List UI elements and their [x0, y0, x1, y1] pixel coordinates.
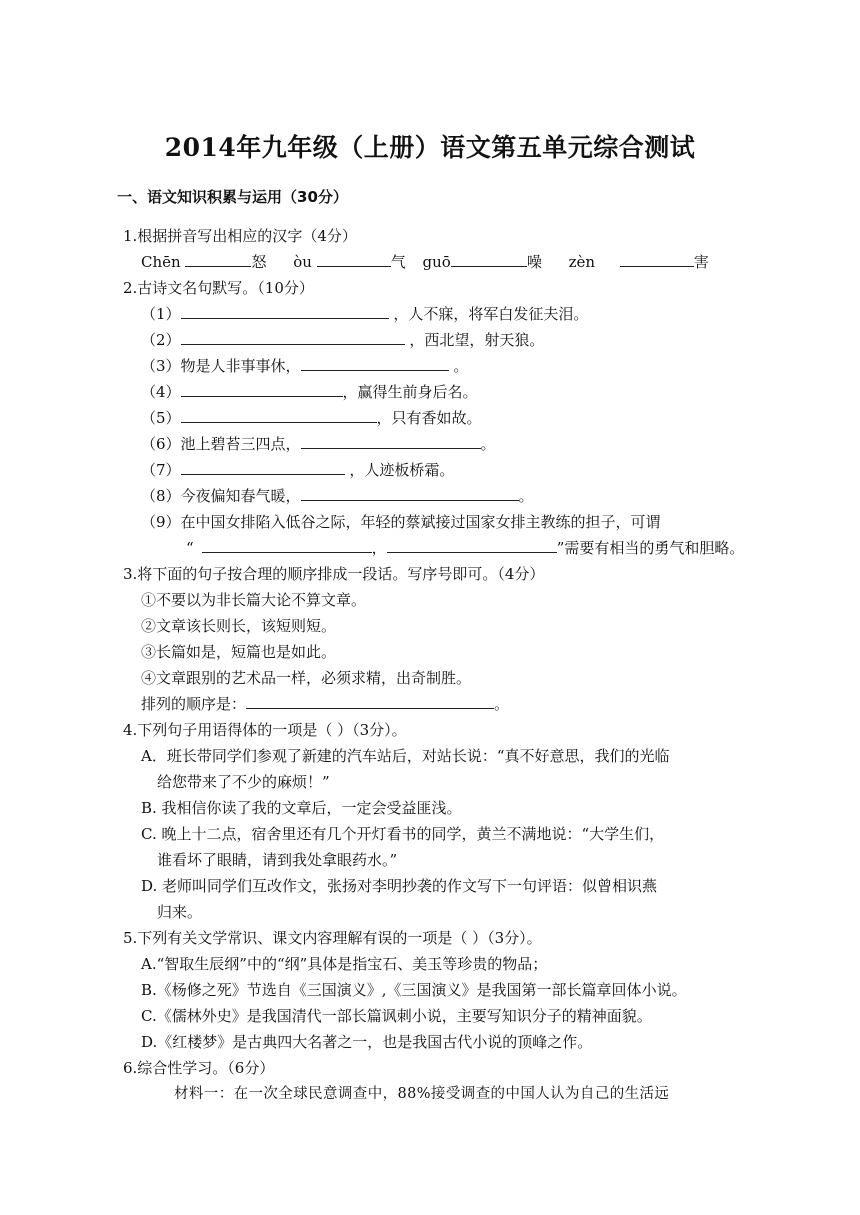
answer-blank[interactable]: [317, 252, 391, 267]
order-answer-row: [141, 694, 509, 714]
question-6-stem: 6.综合性学习。（6分）: [123, 1059, 275, 1077]
answer-blank[interactable]: [301, 434, 481, 449]
line-end: 。: [480, 435, 496, 453]
answer-blank[interactable]: [246, 694, 494, 709]
option-a-continued: 给您带来了不少的麻烦！”: [157, 773, 330, 791]
answer-label: 排列的顺序是：: [141, 695, 247, 713]
sentence-3: ③长篇如是，短篇也是如此。: [141, 643, 337, 661]
poem-line-3: [141, 356, 468, 376]
line-end: 。: [453, 357, 469, 375]
line-text: ，西北望，射天狼。: [409, 331, 545, 349]
open-quote: “: [186, 539, 194, 557]
question-3-stem: 3.将下面的句子按合理的顺序排成一段话。写序号即可。（4分）: [123, 565, 545, 583]
char-2: 气: [390, 253, 406, 271]
section-heading: 一、语文知识积累与运用（30分）: [117, 188, 348, 206]
line-text: （8）今夜偏知春气暖，: [141, 487, 301, 505]
option-a: A.“智取生辰纲”中的“纲”具体是指宝石、美玉等珍贵的物品；: [141, 955, 548, 973]
pinyin-3: guō: [422, 253, 451, 271]
sentence-2: ②文章该长则长，该短则短。: [141, 617, 337, 635]
answer-blank[interactable]: [301, 356, 449, 371]
line-text: ，只有香如故。: [376, 409, 482, 427]
sentence-4: ④文章跟别的艺术品一样，必须求精，出奇制胜。: [141, 669, 472, 687]
pinyin-2: òu: [293, 253, 312, 271]
poem-line-4: [141, 382, 478, 402]
line-text: （6）池上碧苔三四点，: [141, 435, 301, 453]
answer-blank[interactable]: [181, 382, 343, 397]
line-text: ，人迹板桥霜。: [349, 461, 455, 479]
answer-blank[interactable]: [185, 252, 251, 267]
char-4: 害: [693, 253, 709, 271]
question-4-stem: 4.下列句子用语得体的一项是（ ）（3分）。: [123, 721, 407, 739]
char-3: 噪: [526, 253, 542, 271]
line-number: （7）: [141, 461, 181, 479]
material-1: 材料一：在一次全球民意调查中，88%接受调查的中国人认为自己的生活远: [174, 1086, 670, 1102]
poem-line-9: （9）在中国女排陷入低谷之际，年轻的蔡斌接过国家女排主教练的担子，可谓: [141, 513, 661, 531]
line-text: ，赢得生前身后名。: [342, 383, 478, 401]
sentence-1: ①不要以为非长篇大论不算文章。: [141, 591, 367, 609]
answer-blank[interactable]: [387, 538, 557, 553]
poem-line-1: [141, 304, 588, 324]
option-a: A．班长带同学们参观了新建的汽车站后，对站长说：“真不好意思，我们的光临: [141, 747, 670, 765]
option-c: C.《儒林外史》是我国清代一部长篇讽刺小说，主要写知识分子的精神面貌。: [141, 1007, 652, 1025]
answer-blank[interactable]: [181, 330, 405, 345]
poem-line-6: [141, 434, 496, 454]
line-number: （2）: [141, 331, 181, 349]
question-1-stem: 1.根据拼音写出相应的汉字（4分）: [123, 227, 357, 245]
option-c: C. 晚上十二点，宿舍里还有几个开灯看书的同学，黄兰不满地说：“大学生们，: [141, 825, 665, 843]
pinyin-1: Chēn: [141, 253, 181, 271]
answer-blank[interactable]: [451, 252, 527, 267]
answer-blank[interactable]: [181, 408, 377, 423]
option-b: B. 我相信你读了我的文章后，一定会受益匪浅。: [141, 799, 462, 817]
char-1: 怒: [251, 253, 267, 271]
answer-blank[interactable]: [181, 460, 345, 475]
question-2-stem: 2.古诗文名句默写。（10分）: [123, 279, 314, 297]
option-b: B.《杨修之死》节选自《三国演义》,《三国演义》是我国第一部长篇章回体小说。: [141, 981, 687, 999]
answer-blank[interactable]: [202, 538, 372, 553]
poem-line-8: [141, 486, 534, 506]
line-end: 。: [518, 487, 534, 505]
poem-line-7: [141, 460, 454, 480]
answer-blank[interactable]: [181, 304, 389, 319]
poem-line-5: [141, 408, 482, 428]
question-5-stem: 5.下列有关文学常识、课文内容理解有误的一项是（ ）（3分）。: [123, 929, 542, 947]
answer-blank[interactable]: [620, 252, 694, 267]
option-d: D.《红楼梦》是古典四大名著之一，也是我国古代小说的顶峰之作。: [141, 1033, 593, 1051]
answer-blank[interactable]: [301, 486, 519, 501]
line-number: （1）: [141, 305, 181, 323]
line-text: ，人不寐，将军白发征夫泪。: [393, 305, 589, 323]
pinyin-4: zèn: [568, 253, 596, 271]
option-c-continued: 谁看坏了眼睛，请到我处拿眼药水。”: [157, 851, 398, 869]
poem-line-2: [141, 330, 544, 350]
line-number: （5）: [141, 409, 181, 427]
comma: ，: [371, 539, 387, 557]
option-d-continued: 归来。: [157, 903, 203, 921]
page-title: 2014年九年级（上册）语文第五单元综合测试: [164, 133, 696, 162]
line-text: （3）物是人非事事休，: [141, 357, 301, 375]
line-end: 。: [494, 695, 510, 713]
line-text: ”需要有相当的勇气和胆略。: [556, 539, 745, 557]
option-d: D. 老师叫同学们互改作文，张扬对李明抄袭的作文写下一句评语：似曾相识燕: [141, 877, 658, 895]
poem-line-9-continued: [186, 538, 744, 558]
line-number: （4）: [141, 383, 181, 401]
question-1-pinyin-row: [141, 252, 709, 272]
